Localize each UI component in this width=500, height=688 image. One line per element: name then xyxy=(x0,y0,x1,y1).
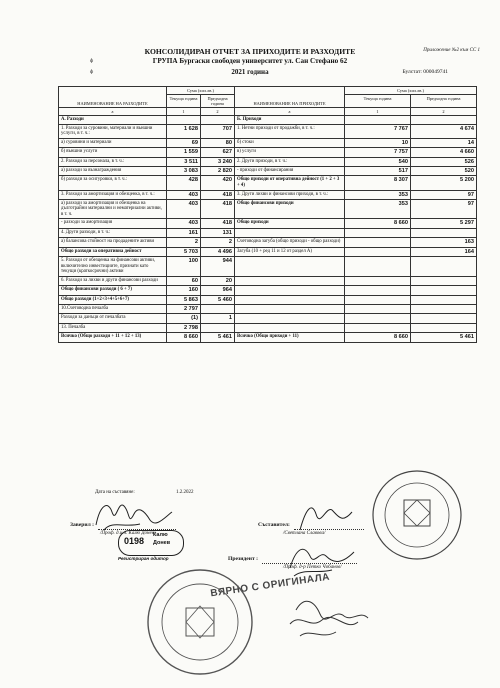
expense-label: Общо разходи (1+2+3+4+5+6+7) xyxy=(59,295,167,304)
income-previous: 163 xyxy=(411,238,477,247)
income-current: 7 757 xyxy=(345,148,411,157)
expense-current: 403 xyxy=(167,199,201,219)
certified-name: /Проф. д.и.н. Калю Донев/ xyxy=(100,531,156,536)
expense-previous: 707 xyxy=(201,124,235,138)
expense-label: Всичко (Общо разходи + 11 + 12 + 13) xyxy=(59,333,167,342)
expense-current: 2 797 xyxy=(167,304,201,313)
income-label: 2. Други приходи, в т. ч.: xyxy=(235,157,345,166)
signature-compiler xyxy=(300,508,352,530)
auditor-stamp-name: Калю xyxy=(153,532,168,538)
expense-label: б) разходи за осигуровки, в т. ч.: xyxy=(59,176,167,190)
true-copy-stamp: ВЯРНО С ОРИГИНАЛА xyxy=(209,571,331,600)
expense-previous: 5 461 xyxy=(201,333,235,342)
expense-previous: 964 xyxy=(201,286,235,295)
income-label: Загуба (10 + ред 11 и 12 от раздел А) xyxy=(235,247,345,256)
index-cell: а xyxy=(235,108,345,116)
expense-label: 13. Печалба xyxy=(59,323,167,332)
margin-mark: ф xyxy=(90,59,94,64)
income-previous: 526 xyxy=(411,157,477,166)
income-label: 3. Други лихви и финансови приходи, в т. ч.: xyxy=(235,190,345,199)
income-current: 8 660 xyxy=(345,219,411,228)
current-year-header: Текуща година xyxy=(167,95,201,108)
expense-current: 5 863 xyxy=(167,295,201,304)
signature-stamp-area xyxy=(290,601,368,636)
expense-label: а) суровини и материали xyxy=(59,138,167,147)
auditor-stamp-number: 0198 xyxy=(124,536,145,546)
appendix-note: Приложение №2 към СС 1 xyxy=(423,48,480,53)
expense-current: 3 511 xyxy=(167,157,201,166)
date-label: Дата на съставяне: xyxy=(95,490,135,495)
expense-current: 2 798 xyxy=(167,323,201,332)
income-previous: 4 674 xyxy=(411,124,477,138)
income-previous: 164 xyxy=(411,247,477,256)
expense-previous: 131 xyxy=(201,228,235,237)
expense-previous: 944 xyxy=(201,257,235,277)
expense-previous: 2 820 xyxy=(201,167,235,176)
income-label: - приходи от финансирания xyxy=(235,167,345,176)
income-current: 353 xyxy=(345,190,411,199)
expense-label: 6. Разходи за лихви и други финансови разходи xyxy=(59,276,167,285)
certified-label: Заверил : xyxy=(70,522,94,528)
group-name: ГРУПА Бургаски свободен университет ул. Сан Стефано 62 xyxy=(152,57,348,65)
income-label: в) услуги xyxy=(235,148,345,157)
auditor-stamp-caption: Регистриран одитор xyxy=(118,556,169,561)
expense-current: 60 xyxy=(167,276,201,285)
expense-current: (1) xyxy=(167,314,201,323)
income-current: 10 xyxy=(345,138,411,147)
income-label: б) стоки xyxy=(235,138,345,147)
income-previous: 5 200 xyxy=(411,176,477,190)
report-year: 2021 година xyxy=(231,68,269,76)
income-previous: 14 xyxy=(411,138,477,147)
income-previous: 5 297 xyxy=(411,219,477,228)
expense-previous: 20 xyxy=(201,276,235,285)
expense-label: а) балансова стойност на продадените активи xyxy=(59,238,167,247)
expense-label: а) разходи за възнаграждения xyxy=(59,167,167,176)
expense-previous: 1 xyxy=(201,314,235,323)
expense-current: 160 xyxy=(167,286,201,295)
expense-current: 403 xyxy=(167,219,201,228)
expense-label: Общо финансови разходи ( 6 + 7) xyxy=(59,286,167,295)
expense-label: 4. Други разходи, в т. ч.: xyxy=(59,228,167,237)
col-income-header: НАИМЕНОВАНИЕ НА ПРИХОДИТЕ xyxy=(235,87,345,108)
expense-current: 1 628 xyxy=(167,124,201,138)
expense-current: 403 xyxy=(167,190,201,199)
expense-current: 8 660 xyxy=(167,333,201,342)
expense-current: 5 703 xyxy=(167,247,201,256)
income-label: Общо приходи xyxy=(235,219,345,228)
university-seal-bottom xyxy=(148,570,252,674)
expense-label: 3. Разходи за амортизация и обезценка, в т. ч.: xyxy=(59,190,167,199)
income-current: 8 660 xyxy=(345,333,411,342)
sum-header: Сума (хил.лв.) xyxy=(345,87,477,95)
president-label: Президент : xyxy=(228,556,258,562)
expense-previous: 80 xyxy=(201,138,235,147)
index-cell: а xyxy=(59,108,167,116)
expense-previous: 5 460 xyxy=(201,295,235,304)
auditor-stamp-name: Донев xyxy=(153,540,171,546)
university-seal-right xyxy=(373,471,461,559)
income-label: Счетоводна загуба (общо приходи - общо разходи) xyxy=(235,238,345,247)
expense-previous: 420 xyxy=(201,176,235,190)
expense-current: 69 xyxy=(167,138,201,147)
expense-previous: 2 xyxy=(201,238,235,247)
income-current: 540 xyxy=(345,157,411,166)
index-cell: 2 xyxy=(201,108,235,116)
index-cell: 1 xyxy=(167,108,201,116)
expense-previous: 3 240 xyxy=(201,157,235,166)
expense-label: 2. Разходи за персонала, в т. ч.: xyxy=(59,157,167,166)
col-expenses-header: НАИМЕНОВАНИЕ НА РАЗХОДИТЕ xyxy=(59,87,167,108)
income-previous: 5 461 xyxy=(411,333,477,342)
expense-label: Общо разходи за оперативна дейност xyxy=(59,247,167,256)
expense-label: 5. Разходи от обезценка на финансови активи, включително инвестициите, признати като текущи (краткосрочни) активи xyxy=(59,257,167,277)
expense-label: А. Разходи xyxy=(59,116,167,125)
income-previous: 97 xyxy=(411,190,477,199)
expense-previous: 418 xyxy=(201,190,235,199)
compiler-name: /Светлана Славова/ xyxy=(283,531,326,536)
expense-current: 100 xyxy=(167,257,201,277)
expense-label: 1. Разходи за суровини, материали и външни услуги, в т. ч.: xyxy=(59,124,167,138)
previous-year-header: Предходна година xyxy=(411,95,477,108)
expense-previous: 4 496 xyxy=(201,247,235,256)
date-value: 1.2.2022 xyxy=(175,490,194,495)
income-previous: 97 xyxy=(411,199,477,219)
income-label: 1. Нетни приходи от продажби, в т. ч.: xyxy=(235,124,345,138)
compiler-label: Съставител: xyxy=(258,522,290,528)
signature-certifier xyxy=(96,505,172,530)
signature-president xyxy=(290,549,354,576)
expense-previous: 627 xyxy=(201,148,235,157)
expense-current: 428 xyxy=(167,176,201,190)
income-current: 7 767 xyxy=(345,124,411,138)
sum-header: Сума (хил.лв.) xyxy=(167,87,235,95)
expense-current: 2 xyxy=(167,238,201,247)
president-name: /Проф. д-р Петко Чобанов/ xyxy=(283,565,342,570)
expense-current: 161 xyxy=(167,228,201,237)
income-current: 517 xyxy=(345,167,411,176)
previous-year-header: Предходна година xyxy=(201,95,235,108)
index-cell: 2 xyxy=(411,108,477,116)
income-label: Общо финансови приходи xyxy=(235,199,345,219)
income-current: 353 xyxy=(345,199,411,219)
income-current: 8 307 xyxy=(345,176,411,190)
expense-previous: 418 xyxy=(201,219,235,228)
income-previous: 520 xyxy=(411,167,477,176)
income-label: Всичко (Общо приходи + 11) xyxy=(235,333,345,342)
income-previous: 4 660 xyxy=(411,148,477,157)
expense-current: 1 559 xyxy=(167,148,201,157)
current-year-header: Текуща година xyxy=(345,95,411,108)
bulstat-number: Булстат: 000049741 xyxy=(402,69,448,75)
income-label: Б. Приходи xyxy=(235,116,345,125)
margin-mark: ф xyxy=(90,70,94,75)
expense-previous: 418 xyxy=(201,199,235,219)
expense-current: 3 083 xyxy=(167,167,201,176)
expense-label: - разходи за амортизация xyxy=(59,219,167,228)
expense-label: а) разходи за амортизация и обезценка на дълготрайни материални и нематериални активи, в т. ч. xyxy=(59,199,167,219)
expense-label: 10.Счетоводна печалба xyxy=(59,304,167,313)
report-title: КОНСОЛИДИРАН ОТЧЕТ ЗА ПРИХОДИТЕ И РАЗХОДИТЕ xyxy=(144,47,356,56)
income-label: Общо приходи от оперативна дейност (1 + 2 + 3 + 4) xyxy=(235,176,345,190)
expense-label: Разходи за данъци от печалбата xyxy=(59,314,167,323)
index-cell: 1 xyxy=(345,108,411,116)
expense-label: б) външни услуги xyxy=(59,148,167,157)
